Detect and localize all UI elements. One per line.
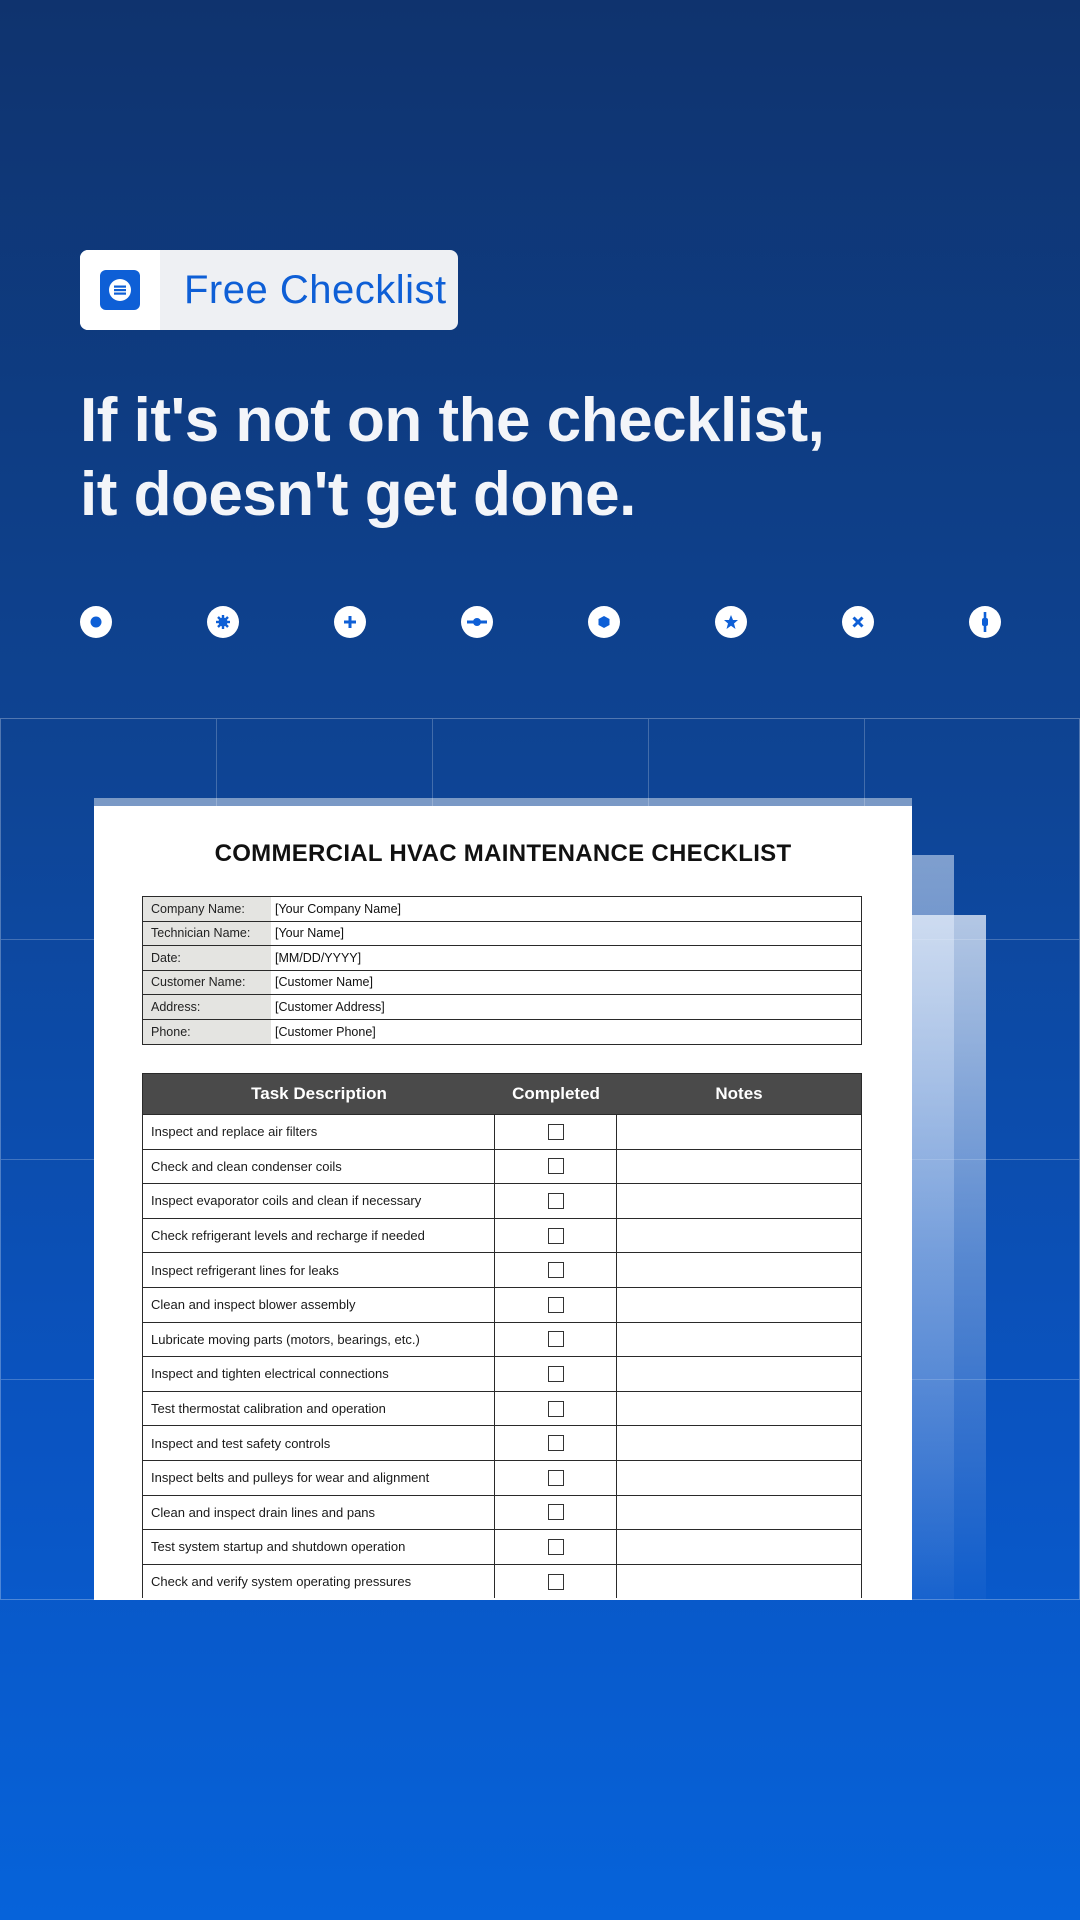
notes-cell[interactable]: [617, 1530, 861, 1564]
task-description: Test system startup and shutdown operation: [143, 1530, 495, 1564]
notes-cell[interactable]: [617, 1461, 861, 1495]
info-table: [142, 896, 862, 1045]
info-row-date: [143, 946, 861, 971]
completed-checkbox[interactable]: [548, 1193, 564, 1209]
completed-checkbox[interactable]: [548, 1297, 564, 1313]
completed-cell: [495, 1288, 617, 1322]
task-description: Check and clean condenser coils: [143, 1150, 495, 1184]
completed-cell: [495, 1184, 617, 1218]
valve-icon: [969, 606, 1001, 638]
table-row: [143, 1425, 861, 1460]
task-table-header: [143, 1074, 861, 1114]
completed-checkbox[interactable]: [548, 1366, 564, 1382]
info-row-address: [143, 995, 861, 1020]
document-title: COMMERCIAL HVAC MAINTENANCE CHECKLIST: [214, 840, 792, 867]
completed-cell: [495, 1323, 617, 1357]
headline-line-1: If it's not on the checklist,: [80, 386, 825, 455]
notes-cell[interactable]: [617, 1150, 861, 1184]
page-stack-shadow: [912, 915, 986, 1600]
info-value[interactable]: [MM/DD/YYYY]: [275, 950, 362, 965]
completed-checkbox[interactable]: [548, 1539, 564, 1555]
task-description: Check refrigerant levels and recharge if needed: [143, 1219, 495, 1253]
notes-cell[interactable]: [617, 1219, 861, 1253]
table-row: [143, 1529, 861, 1564]
headline: [80, 384, 980, 532]
info-value[interactable]: [Customer Address]: [275, 999, 385, 1014]
completed-checkbox[interactable]: [548, 1228, 564, 1244]
completed-cell: [495, 1496, 617, 1530]
info-row-company: [143, 897, 861, 922]
completed-checkbox[interactable]: [548, 1435, 564, 1451]
info-label: Company Name:: [143, 897, 271, 921]
task-rows: [143, 1114, 861, 1598]
info-value[interactable]: [Your Company Name]: [275, 901, 401, 916]
header-task-description: Task Description: [251, 1084, 387, 1103]
task-description: Inspect belts and pulleys for wear and alignment: [143, 1461, 495, 1495]
completed-cell: [495, 1357, 617, 1391]
free-checklist-badge[interactable]: [80, 250, 458, 330]
completed-cell: [495, 1219, 617, 1253]
completed-cell: [495, 1530, 617, 1564]
completed-checkbox[interactable]: [548, 1158, 564, 1174]
table-row: [143, 1391, 861, 1426]
circle-dot-icon: [80, 606, 112, 638]
slider-icon: [461, 606, 493, 638]
completed-cell: [495, 1426, 617, 1460]
info-value[interactable]: [Customer Phone]: [275, 1024, 376, 1039]
info-row-technician: [143, 922, 861, 947]
notes-cell[interactable]: [617, 1184, 861, 1218]
task-description: Inspect refrigerant lines for leaks: [143, 1253, 495, 1287]
headline-line-2: it doesn't get done.: [80, 460, 636, 529]
close-icon: [842, 606, 874, 638]
completed-checkbox[interactable]: [548, 1124, 564, 1140]
completed-checkbox[interactable]: [548, 1262, 564, 1278]
notes-cell[interactable]: [617, 1565, 861, 1599]
table-row: [143, 1356, 861, 1391]
completed-checkbox[interactable]: [548, 1401, 564, 1417]
badge-icon-container: [80, 250, 160, 330]
table-row: [143, 1287, 861, 1322]
completed-cell: [495, 1392, 617, 1426]
icon-row: [80, 606, 1000, 638]
task-description: Check and verify system operating pressures: [143, 1565, 495, 1599]
notes-cell[interactable]: [617, 1288, 861, 1322]
header-notes: Notes: [715, 1084, 763, 1103]
notes-cell[interactable]: [617, 1357, 861, 1391]
table-row: [143, 1460, 861, 1495]
completed-cell: [495, 1115, 617, 1149]
task-description: Inspect and test safety controls: [143, 1426, 495, 1460]
task-description: Lubricate moving parts (motors, bearings, etc.): [143, 1323, 495, 1357]
notes-cell[interactable]: [617, 1496, 861, 1530]
completed-cell: [495, 1150, 617, 1184]
plus-icon: [334, 606, 366, 638]
table-row: [143, 1495, 861, 1530]
completed-checkbox[interactable]: [548, 1574, 564, 1590]
table-row: [143, 1183, 861, 1218]
info-label: Address:: [143, 995, 271, 1019]
table-row: [143, 1218, 861, 1253]
task-description: Clean and inspect blower assembly: [143, 1288, 495, 1322]
notes-cell[interactable]: [617, 1426, 861, 1460]
badge-label: Free Checklist: [184, 267, 447, 312]
header-completed: Completed: [512, 1084, 600, 1103]
table-row: [143, 1149, 861, 1184]
hexagon-icon: [588, 606, 620, 638]
table-row: [143, 1252, 861, 1287]
completed-cell: [495, 1565, 617, 1599]
info-value[interactable]: [Customer Name]: [275, 975, 373, 990]
completed-cell: [495, 1461, 617, 1495]
info-value[interactable]: [Your Name]: [275, 926, 345, 941]
notes-cell[interactable]: [617, 1392, 861, 1426]
task-description: Inspect and tighten electrical connections: [143, 1357, 495, 1391]
list-icon: [100, 270, 140, 310]
info-label: Date:: [143, 946, 271, 970]
checklist-document: [94, 806, 912, 1600]
completed-checkbox[interactable]: [548, 1504, 564, 1520]
notes-cell[interactable]: [617, 1323, 861, 1357]
task-description: Clean and inspect drain lines and pans: [143, 1496, 495, 1530]
info-label: Technician Name:: [143, 922, 271, 946]
completed-checkbox[interactable]: [548, 1470, 564, 1486]
task-description: Inspect evaporator coils and clean if necessary: [143, 1184, 495, 1218]
completed-cell: [495, 1253, 617, 1287]
info-row-customer: [143, 971, 861, 996]
notes-cell[interactable]: [617, 1115, 861, 1149]
table-row: [143, 1114, 861, 1149]
info-label: Phone:: [143, 1020, 271, 1045]
task-table: [142, 1073, 862, 1598]
info-label: Customer Name:: [143, 971, 271, 995]
task-description: Test thermostat calibration and operation: [143, 1392, 495, 1426]
table-row: [143, 1564, 861, 1599]
table-row: [143, 1322, 861, 1357]
info-row-phone: [143, 1020, 861, 1045]
notes-cell[interactable]: [617, 1253, 861, 1287]
star-icon: [715, 606, 747, 638]
gear-icon: [207, 606, 239, 638]
task-description: Inspect and replace air filters: [143, 1115, 495, 1149]
completed-checkbox[interactable]: [548, 1331, 564, 1347]
